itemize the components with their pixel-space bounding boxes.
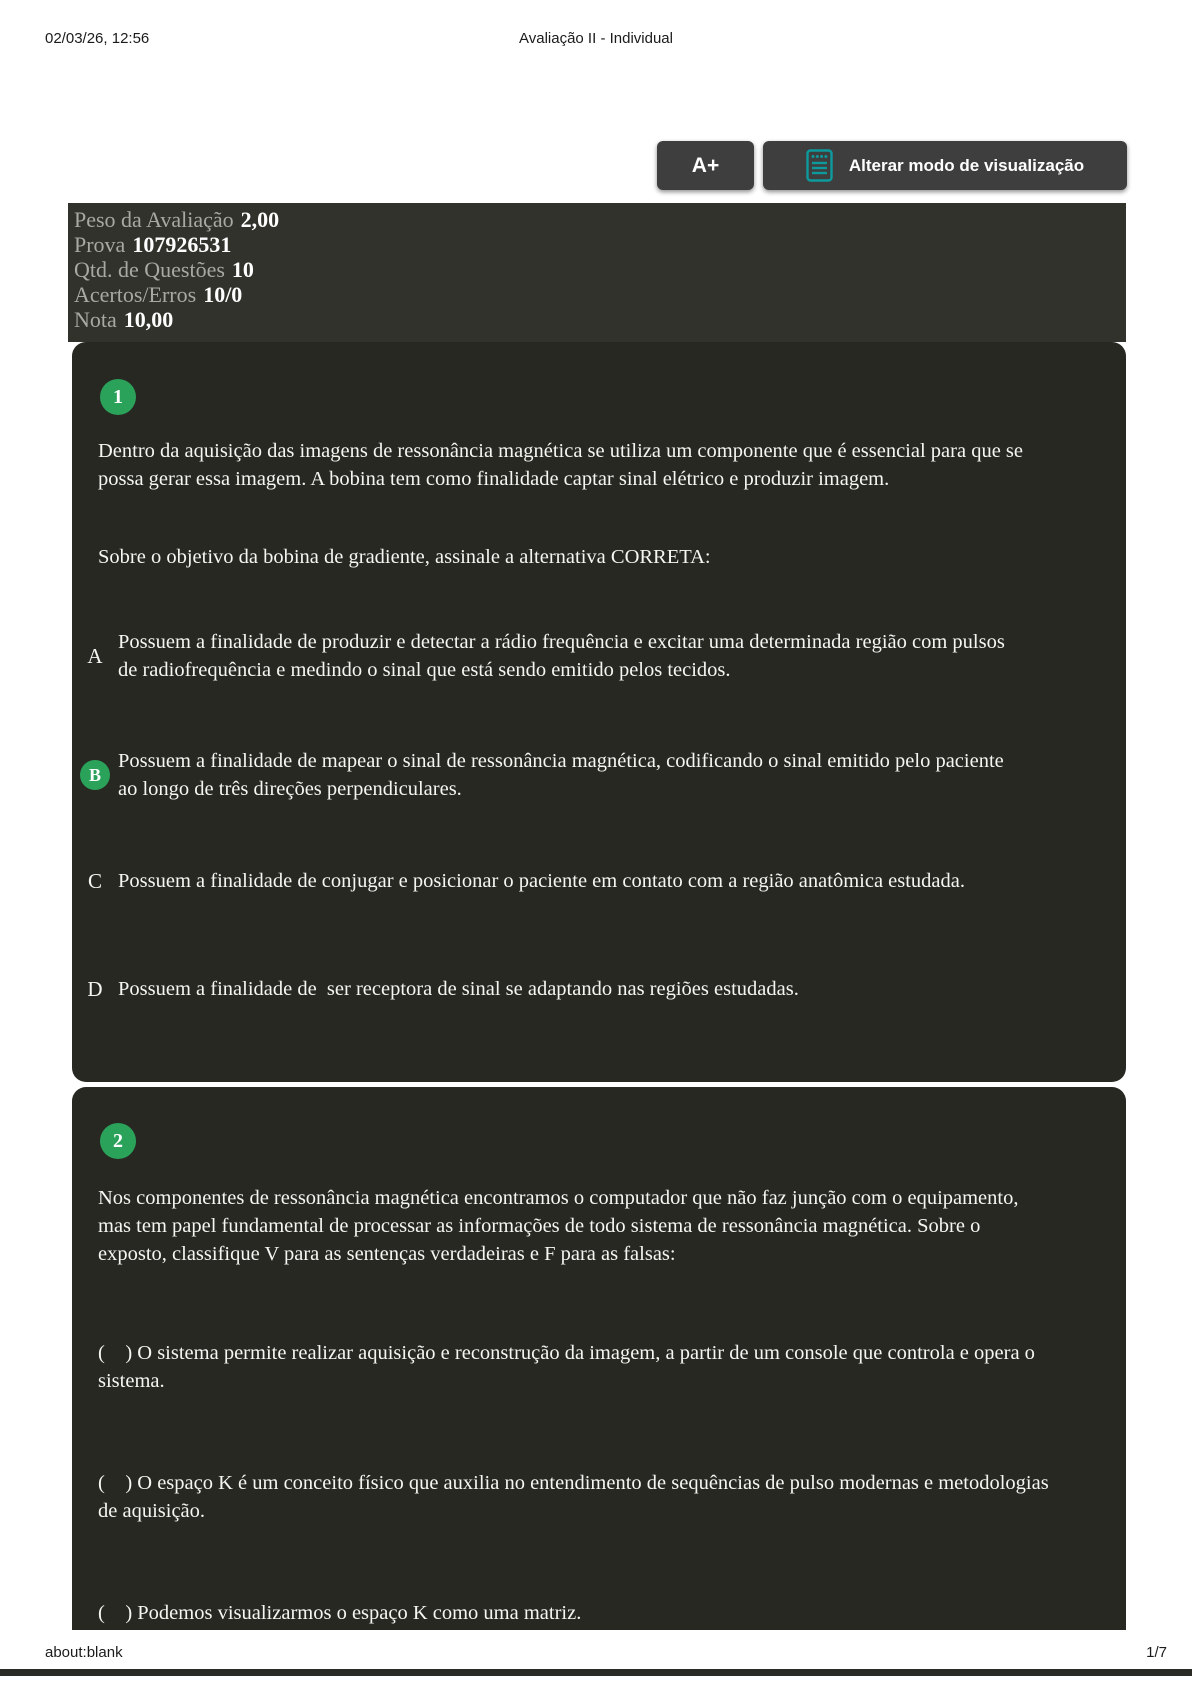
summary-label: Acertos/Erros xyxy=(74,282,197,307)
summary-value: 10,00 xyxy=(123,307,174,332)
summary-row-prova xyxy=(74,232,1116,257)
summary-value: 2,00 xyxy=(240,207,280,232)
summary-label: Prova xyxy=(74,232,126,257)
question-number-badge: 2 xyxy=(100,1123,136,1159)
statement-text-3: ( ) Podemos visualizarmos o espaço K como uma matriz. xyxy=(98,1602,582,1624)
question-text: Dentro da aquisição das imagens de ressonância magnética se utiliza um componente que é essencial para que se possa gerar essa imagem. A bobina tem como finalidade captar sinal elétrico e produzir imagem. xyxy=(98,440,1029,490)
question-number-badge: 1 xyxy=(100,379,136,415)
question-card-2 xyxy=(72,1087,1126,1630)
option-letter-selected-badge: B xyxy=(80,760,110,790)
summary-row-questoes xyxy=(74,257,1116,282)
option-row-b-selected[interactable] xyxy=(80,747,1080,803)
footer-page-number: 1/7 xyxy=(1146,1644,1167,1661)
option-letter: D xyxy=(87,976,103,1001)
option-text: Possuem a finalidade de ser receptora de sinal se adaptando nas regiões estudadas. xyxy=(118,978,799,1000)
summary-row-nota xyxy=(74,307,1116,332)
reading-mode-icon xyxy=(806,149,833,182)
view-mode-label: Alterar modo de visualização xyxy=(848,155,1085,175)
summary-label: Qtd. de Questões xyxy=(74,257,225,282)
footer-url: about:blank xyxy=(45,1644,123,1661)
option-text: Possuem a finalidade de mapear o sinal de ressonância magnética, codificando o sinal emitido pelo paciente ao longo de três direções perpendiculares. xyxy=(118,750,1009,800)
summary-value: 107926531 xyxy=(132,232,232,257)
toolbar xyxy=(657,141,1127,190)
question-card-1 xyxy=(72,342,1126,1082)
option-row-d[interactable] xyxy=(80,975,1080,1003)
page-title: Avaliação II - Individual xyxy=(519,30,673,47)
statement-text-1: ( ) O sistema permite realizar aquisição e reconstrução da imagem, a partir de um console que controla e opera o sistema. xyxy=(98,1342,1041,1392)
summary-row-acertos xyxy=(74,282,1116,307)
font-increase-button[interactable]: A+ xyxy=(657,141,754,190)
summary-label: Nota xyxy=(74,307,117,332)
option-row-c[interactable] xyxy=(80,867,1080,895)
option-letter: A xyxy=(87,643,103,668)
summary-value: 10/0 xyxy=(203,282,243,307)
option-row-a[interactable] xyxy=(80,628,1080,684)
summary-value: 10 xyxy=(231,257,254,282)
statement-text-2: ( ) O espaço K é um conceito físico que auxilia no entendimento de sequências de pulso modernas e metodologias de aquisição. xyxy=(98,1472,1054,1522)
view-mode-button[interactable] xyxy=(763,141,1127,190)
option-text: Possuem a finalidade de produzir e detectar a rádio frequência e excitar uma determinada região com pulsos de radiofrequência e medindo o sinal que está sendo emitido pelos tecidos. xyxy=(118,631,1010,681)
summary-row-peso xyxy=(74,207,1116,232)
instruction-text: Sobre o objetivo da bobina de gradiente, assinale a alternativa CORRETA: xyxy=(98,546,711,568)
option-letter: C xyxy=(87,868,102,893)
summary-panel xyxy=(68,203,1126,342)
option-text: Possuem a finalidade de conjugar e posicionar o paciente em contato com a região anatômica estudada. xyxy=(118,870,966,892)
header-datetime: 02/03/26, 12:56 xyxy=(45,30,150,47)
page-break-bar xyxy=(0,1669,1192,1676)
summary-label: Peso da Avaliação xyxy=(74,207,234,232)
question-text: Nos componentes de ressonância magnética encontramos o computador que não faz junção com o equipamento, mas tem papel fundamental de processar as informações de todo sistema de ressonância magnética. Sobre o exposto, classifique V para as sentenças verdadeiras e F para as falsas: xyxy=(98,1187,1024,1265)
